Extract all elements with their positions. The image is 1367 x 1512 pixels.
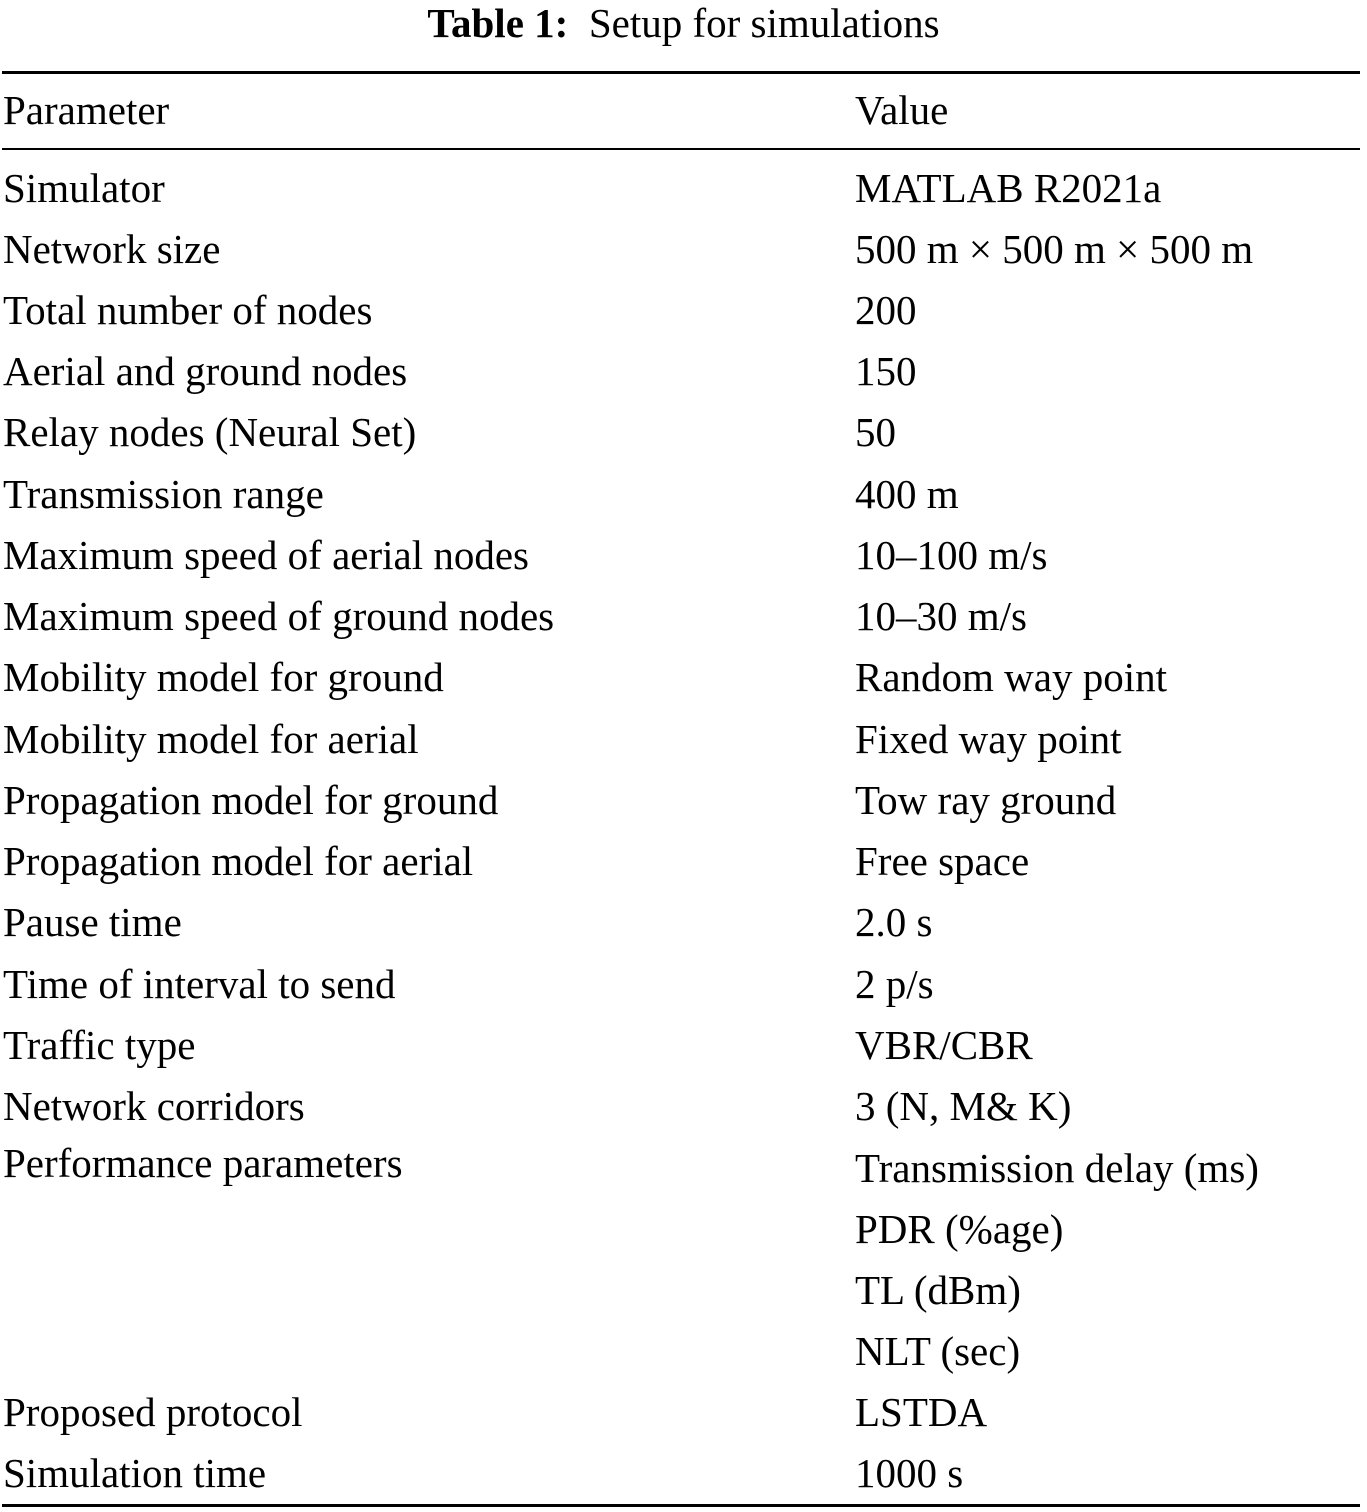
row-value: Free space: [855, 838, 1030, 884]
row-value: 2 p/s: [855, 961, 934, 1007]
row-parameter: Mobility model for aerial: [3, 716, 419, 762]
caption-title: Setup for simulations: [588, 0, 940, 46]
header-rule: [2, 148, 1360, 150]
row-parameter: Network corridors: [3, 1083, 305, 1129]
table-caption: [0, 0, 1367, 50]
row-value: 10–100 m/s: [855, 532, 1048, 578]
row-parameter: Maximum speed of aerial nodes: [3, 532, 530, 578]
row-value: Fixed way point: [855, 716, 1122, 762]
row-value: Transmission delay (ms): [855, 1145, 1259, 1191]
header-parameter: Parameter: [3, 87, 170, 133]
row-value: PDR (%age): [855, 1206, 1064, 1252]
row-parameter: Transmission range: [3, 471, 324, 517]
row-value: 10–30 m/s: [855, 593, 1027, 639]
row-parameter: Mobility model for ground: [3, 654, 444, 700]
table-top-rule: [2, 71, 1360, 74]
row-value: 150: [855, 348, 917, 394]
row-value: NLT (sec): [855, 1328, 1021, 1374]
header-value: Value: [855, 87, 949, 133]
row-value: 500 m × 500 m × 500 m: [855, 226, 1254, 272]
row-parameter: Time of interval to send: [3, 961, 396, 1007]
row-value: TL (dBm): [855, 1267, 1021, 1313]
row-parameter: Maximum speed of ground nodes: [3, 593, 555, 639]
row-value: Tow ray ground: [855, 777, 1117, 823]
row-parameter: Propagation model for aerial: [3, 838, 474, 884]
row-value: 400 m: [855, 471, 959, 517]
row-parameter: Network size: [3, 226, 221, 272]
row-parameter: Relay nodes (Neural Set): [3, 409, 417, 455]
row-value: LSTDA: [855, 1389, 988, 1435]
row-parameter: Proposed protocol: [3, 1389, 303, 1435]
row-parameter: Traffic type: [3, 1022, 196, 1068]
row-parameter: Propagation model for ground: [3, 777, 499, 823]
row-value: 1000 s: [855, 1450, 964, 1496]
row-parameter: Performance parameters: [3, 1140, 403, 1186]
row-value: 2.0 s: [855, 899, 933, 945]
row-value: VBR/CBR: [855, 1022, 1033, 1068]
row-parameter: Pause time: [3, 899, 182, 945]
row-value: 3 (N, M& K): [855, 1083, 1072, 1129]
row-parameter: Total number of nodes: [3, 287, 373, 333]
row-value: MATLAB R2021a: [855, 165, 1162, 211]
row-value: 200: [855, 287, 917, 333]
row-parameter: Aerial and ground nodes: [3, 348, 408, 394]
row-value: Random way point: [855, 654, 1168, 700]
row-parameter: Simulation time: [3, 1450, 267, 1496]
caption-label: Table 1:: [427, 0, 569, 46]
row-parameter: Simulator: [3, 165, 165, 211]
table-bottom-rule: [2, 1504, 1360, 1507]
row-value: 50: [855, 409, 896, 455]
